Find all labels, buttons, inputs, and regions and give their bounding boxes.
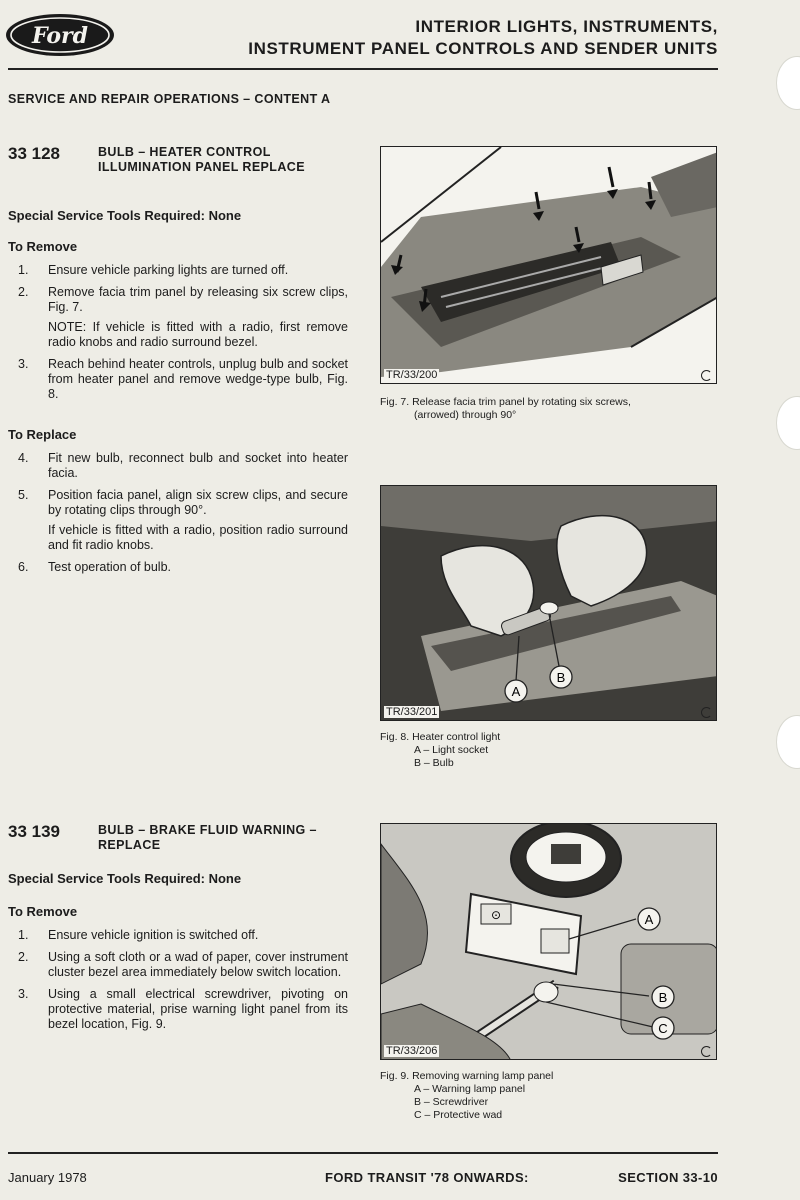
step-item: 4. Fit new bulb, reconnect bulb and socket into heater facia. bbox=[18, 451, 348, 480]
page-title bbox=[248, 16, 718, 60]
label-c: C bbox=[658, 1021, 668, 1036]
label-a: A bbox=[644, 912, 654, 927]
step-item: 5. Position facia panel, align six screw clips, and secure by rotating clips through 90°. bbox=[18, 488, 348, 517]
step-item: 1. Ensure vehicle parking lights are turned off. bbox=[18, 263, 289, 277]
figure-8-caption: Fig. 8. Heater control light A – Light socket B – Bulb bbox=[380, 731, 501, 769]
footer-date: January 1978 bbox=[8, 1170, 87, 1185]
step-item: 2. Using a soft cloth or a wad of paper, cover instrument cluster bezel area immediately below switch location. bbox=[18, 950, 348, 979]
label-b: B bbox=[658, 990, 668, 1005]
operation-title: BULB – HEATER CONTROL ILLUMINATION PANEL REPLACE bbox=[98, 145, 305, 174]
figure-reference: TR/33/201 bbox=[386, 706, 438, 718]
radio-note: NOTE: If vehicle is fitted with a radio, first remove radio knobs and radio surround bezel. bbox=[48, 320, 348, 349]
special-tools: Special Service Tools Required: None bbox=[8, 208, 242, 223]
section-heading: SERVICE AND REPAIR OPERATIONS – CONTENT A bbox=[8, 92, 331, 106]
operation-heading bbox=[8, 145, 343, 175]
footer-section: SECTION 33-10 bbox=[618, 1170, 718, 1185]
figure-7-illustration bbox=[380, 146, 717, 384]
operation-title: BULB – BRAKE FLUID WARNING – REPLACE bbox=[98, 823, 317, 852]
remove-steps bbox=[8, 928, 348, 1039]
operation-number: 33 128 bbox=[8, 144, 60, 163]
remove-steps bbox=[8, 263, 348, 409]
binder-hole bbox=[776, 396, 800, 450]
special-tools: Special Service Tools Required: None bbox=[8, 871, 242, 886]
binder-hole bbox=[776, 56, 800, 110]
radio-replace-note: If vehicle is fitted with a radio, position radio surround and fit radio knobs. bbox=[48, 523, 348, 552]
step-item: 1. Ensure vehicle ignition is switched off. bbox=[18, 928, 259, 942]
figure-reference: TR/33/206 bbox=[386, 1045, 438, 1057]
header-divider bbox=[8, 68, 718, 70]
label-a: A bbox=[511, 684, 521, 699]
facia-panel-drawing bbox=[381, 147, 717, 384]
ford-logo-text: Ford bbox=[31, 23, 89, 49]
warning-lamp-drawing bbox=[381, 824, 717, 1060]
step-item: 6. Test operation of bulb. bbox=[18, 560, 171, 574]
figure-corner-mark bbox=[701, 707, 712, 718]
replace-steps bbox=[8, 451, 348, 582]
step-item: 3. Using a small electrical screwdriver, pivoting on protective material, prise warning light panel from its bezel location, Fig. 9. bbox=[18, 987, 348, 1031]
heater-light-drawing bbox=[381, 486, 717, 721]
footer-divider bbox=[8, 1152, 718, 1154]
figure-8-illustration bbox=[380, 485, 717, 721]
operation-heading bbox=[8, 823, 343, 853]
page-title-line1: INTERIOR LIGHTS, INSTRUMENTS, bbox=[415, 17, 718, 36]
figure-9-caption: Fig. 9. Removing warning lamp panel A – Warning lamp panel B – Screwdriver C – Protective wad bbox=[380, 1070, 554, 1121]
to-remove-heading: To Remove bbox=[8, 239, 78, 254]
footer-model: FORD TRANSIT '78 ONWARDS: bbox=[325, 1170, 529, 1185]
to-replace-heading: To Replace bbox=[8, 427, 77, 442]
page-title-line2: INSTRUMENT PANEL CONTROLS AND SENDER UNITS bbox=[248, 39, 718, 58]
step-item: 3. Reach behind heater controls, unplug bulb and socket from heater panel and remove wedge-type bulb, Fig. 8. bbox=[18, 357, 348, 401]
ford-logo bbox=[4, 12, 116, 58]
figure-9-illustration bbox=[380, 823, 717, 1060]
step-item: 2. Remove facia trim panel by releasing six screw clips, Fig. 7. bbox=[18, 285, 348, 314]
lamp-icon: ⊙ bbox=[490, 908, 502, 922]
to-remove-heading: To Remove bbox=[8, 904, 78, 919]
figure-7-caption: Fig. 7. Release facia trim panel by rotating six screws, (arrowed) through 90° bbox=[380, 396, 631, 421]
binder-hole bbox=[776, 715, 800, 769]
operation-number: 33 139 bbox=[8, 822, 60, 841]
figure-corner-mark bbox=[701, 1046, 712, 1057]
label-b: B bbox=[556, 670, 566, 685]
figure-corner-mark bbox=[701, 370, 712, 381]
figure-reference: TR/33/200 bbox=[386, 369, 438, 381]
